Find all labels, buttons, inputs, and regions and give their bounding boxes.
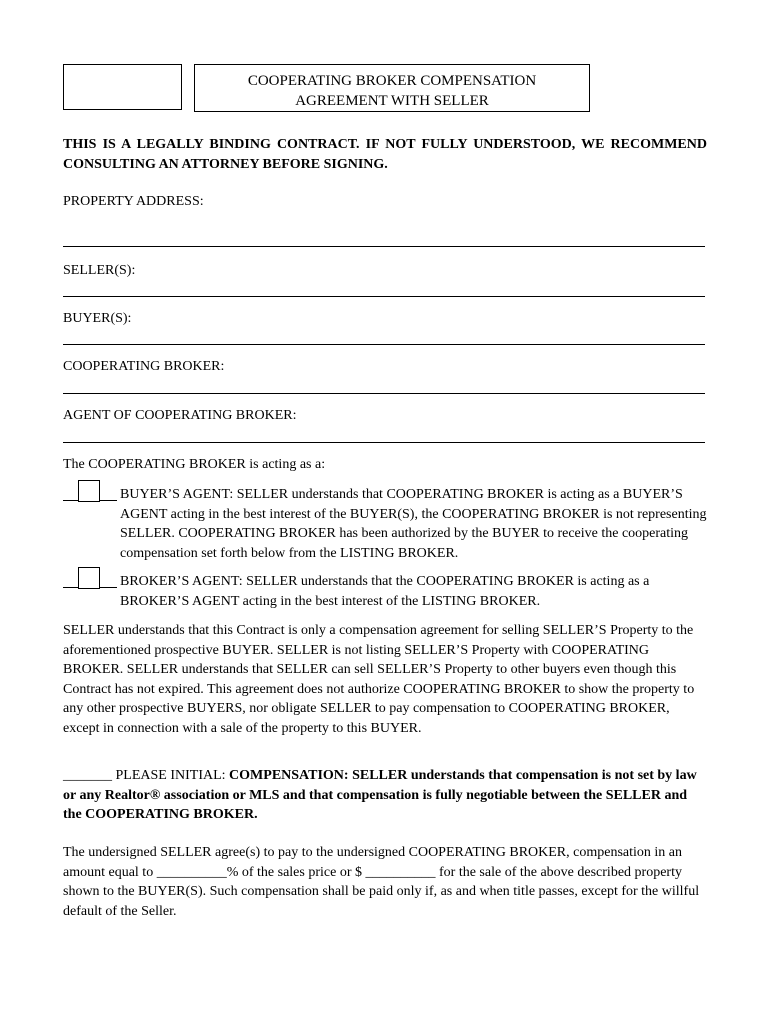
title-line-1: COOPERATING BROKER COMPENSATION [247, 73, 537, 89]
sellers-line[interactable] [63, 296, 705, 297]
initial-blank[interactable]: _______ [63, 768, 112, 783]
acting-as-label: The COOPERATING BROKER is acting as a: [63, 457, 326, 472]
buyers-agent-checkbox[interactable] [78, 480, 100, 502]
cooperating-broker-label: COOPERATING BROKER: [63, 359, 225, 374]
compensation-notice: COMPENSATION: SELLER understands that compensation is not set by law or any Realtor® association or MLS and that compensation is fully negotiable between the SELLER and the COOPERATING BROKER. [63, 768, 697, 822]
form-id-box [63, 64, 182, 110]
legal-warning: THIS IS A LEGALLY BINDING CONTRACT. IF NOT FULLY UNDERSTOOD, WE RECOMMEND CONSULTING AN ATTORNEY BEFORE SIGNING. [63, 137, 707, 172]
amount-blank[interactable]: __________ [365, 864, 436, 880]
compensation-text-1: The undersigned SELLER agree(s) to pay to the undersigned COOPERATING BROKER, compensation in an amount equal to [63, 845, 683, 880]
buyers-line[interactable] [63, 344, 705, 345]
agent-of-broker-label: AGENT OF COOPERATING BROKER: [63, 408, 297, 423]
buyers-label: BUYER(S): [63, 311, 132, 326]
title-line-2: AGREEMENT WITH SELLER [295, 93, 489, 109]
compensation-text-3: for the sale of the above described property shown to the BUYER(S). Such compensation shall be paid only if, as and when title passes, except for the willful default of the Seller. [63, 864, 700, 919]
cooperating-broker-line[interactable] [63, 393, 705, 394]
seller-understands-paragraph: SELLER understands that this Contract is only a compensation agreement for selling SELLER’S Property to the aforementioned prospective BUYER. SELLER is not listing SELLER’S Property with COOPERATING BROKER. SELLER understands that SELLER can sell SELLER’S Property to other buyers even though this Contract has not expired. This agreement does not authorize COOPERATING BROKER to show the property to any other prospective BUYERS, nor obligate SELLER to pay compensation to COOPERATING BROKER, except in connection with a sale of the property to this BUYER. [63, 623, 695, 736]
compensation-paragraph [63, 843, 708, 921]
sellers-label: SELLER(S): [63, 263, 136, 278]
brokers-agent-text: BROKER’S AGENT: SELLER understands that the COOPERATING BROKER is acting as a BROKER’S AGENT acting in the best interest of the LISTING BROKER. [120, 574, 650, 609]
buyers-agent-text: BUYER’S AGENT: SELLER understands that COOPERATING BROKER is acting as a BUYER’S AGENT acting in the best interest of the BUYER(S), the COOPERATING BROKER is not representing SELLER. COOPERATING BROKER has been authorized by the BUYER to receive the cooperating compensation set forth below from the LISTING BROKER. [120, 487, 707, 561]
brokers-agent-checkbox[interactable] [78, 567, 100, 589]
property-address-line[interactable] [63, 246, 705, 247]
percent-blank[interactable]: __________ [156, 864, 227, 880]
title-box [194, 64, 590, 112]
initial-paragraph [63, 766, 708, 825]
agent-of-broker-line[interactable] [63, 442, 705, 443]
compensation-text-2: % of the sales price or $ [226, 864, 366, 880]
initial-prefix: PLEASE INITIAL: [112, 768, 230, 783]
property-address-label: PROPERTY ADDRESS: [63, 194, 204, 209]
